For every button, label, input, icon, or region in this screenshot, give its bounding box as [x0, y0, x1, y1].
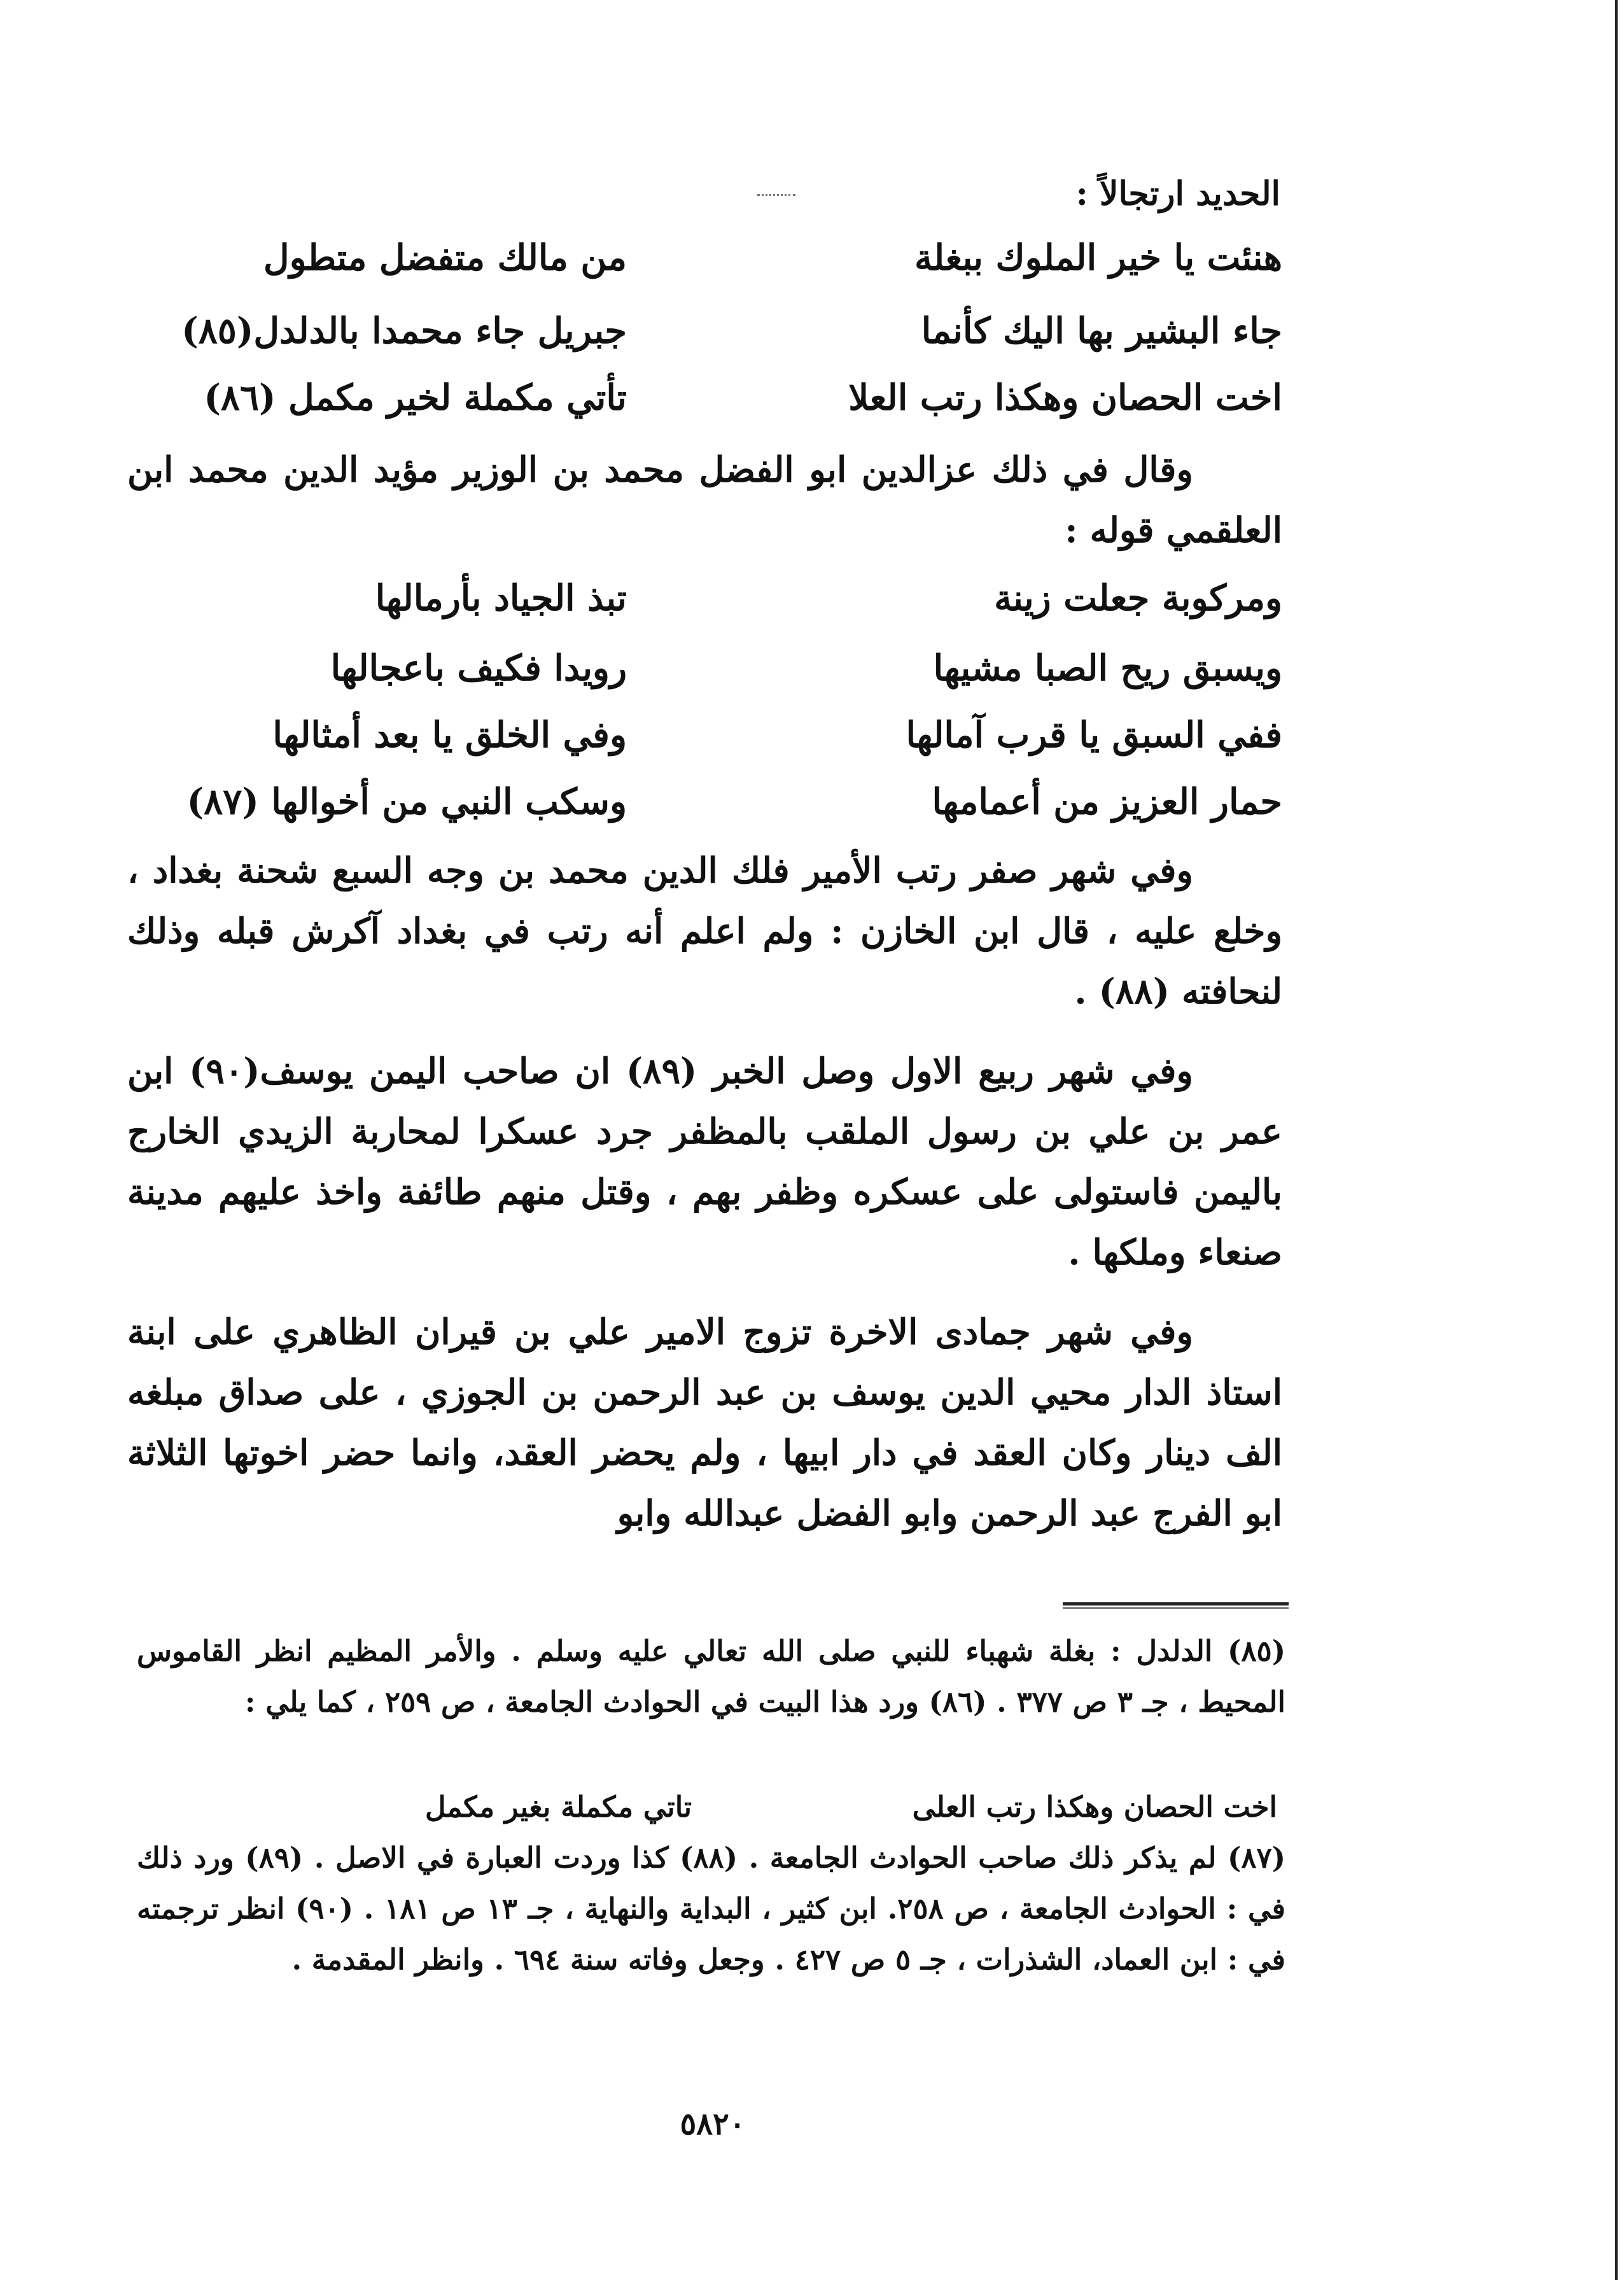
verse-hemistich-first: هنئت يا خير الملوك ببغلة	[914, 237, 1282, 279]
page-number: ٥٨٢٠	[680, 2106, 746, 2142]
verse-line	[130, 706, 1282, 764]
section-heading: الحديد ارتجالاً :	[1075, 174, 1280, 213]
verse-hemistich-second: جبريل جاء محمدا بالدلدل(٨٥)	[181, 310, 627, 352]
verse-hemistich-second: تبذ الجياد بأرمالها	[375, 577, 627, 619]
verse-hemistich-first: اخت الحصان وهكذا رتب العلا	[848, 377, 1282, 419]
verse-line	[130, 229, 1282, 286]
verse-hemistich-first: اخت الحصان وهكذا رتب العلى	[912, 1790, 1277, 1824]
verse-hemistich-first: حمار العزيز من أعمامها	[932, 781, 1282, 823]
verse-hemistich-second: وسكب النبي من أخوالها (٨٧)	[186, 781, 627, 823]
paragraph: وقال في ذلك عزالدين ابو الفضل محمد بن الوزير مؤيد الدين محمد ابن العلقمي قوله :	[127, 449, 1282, 550]
verse-line	[130, 773, 1282, 830]
verse-hemistich-first: ومركوبة جعلت زينة	[994, 577, 1282, 619]
verse-line	[130, 640, 1282, 697]
footnote-block: (٨٧) لم يذكر ذلك صاحب الحوادث الجامعة . (٨٨) كذا وردت العبارة في الاصل . (٨٩) ورد ذلك في : الحوادث الجامعة ، ص ٢٥٨. ابن كثير ، البداية والنهاية ، جـ ١٣ ص ١٨١ . (٩٠) انظر ترجمته في : ابن العماد، الشذرات ، جـ ٥ ص ٤٢٧ . وجعل وفاته سنة ٦٩٤ . وانظر المقدمة .	[137, 1841, 1285, 1976]
verse-line	[130, 369, 1282, 426]
verse-hemistich-second: رويدا فكيف باعجالها	[330, 647, 627, 689]
footnote-separator-thin	[1063, 1607, 1289, 1609]
verse-hemistich-first: جاء البشير بها اليك كأنما	[921, 310, 1282, 352]
footnote-block: (٨٥) الدلدل : بغلة شهباء للنبي صلى الله تعالي عليه وسلم . والأمر المظيم انظر القاموس المحيط ، جـ ٣ ص ٣٧٧ . (٨٦) ورد هذا البيت في الحوادث الجامعة ، ص ٢٥٩ ، كما يلي :	[137, 1634, 1285, 1719]
verse-line	[130, 302, 1282, 360]
verse-hemistich-first: ففي السبق يا قرب آمالها	[906, 714, 1282, 756]
footnote-verse	[195, 1782, 1277, 1833]
scan-speck	[757, 194, 795, 200]
verse-hemistich-first: ويسبق ريح الصبا مشيها	[933, 647, 1282, 689]
verse-line	[130, 570, 1282, 627]
paragraph: وفي شهر جمادى الاخرة تزوج الامير علي بن قيران الظاهري على ابنة استاذ الدار محيي الدين يوسف بن عبد الرحمن بن الجوزي ، على صداق مبلغه الف دينار وكان العقد في دار ابيها ، ولم يحضر العقد، وانما حضر اخوتها الثلاثة ابو الفرج عبد الرحمن وابو الفضل عبدالله وابو	[127, 1311, 1282, 1534]
footnote-separator	[1063, 1602, 1289, 1605]
verse-hemistich-second: تأتي مكملة لخير مكمل (٨٦)	[204, 377, 627, 419]
verse-hemistich-second: وفي الخلق يا بعد أمثالها	[272, 714, 627, 756]
paragraph: وفي شهر صفر رتب الأمير فلك الدين محمد بن وجه السبع شحنة بغداد ، وخلع عليه ، قال ابن الخازن : ولم اعلم أنه رتب في بغداد آكرش قبله وذلك لنحافته (٨٨) .	[127, 850, 1282, 1012]
paragraph: وفي شهر ربيع الاول وصل الخبر (٨٩) ان صاحب اليمن يوسف(٩٠) ابن عمر بن علي بن رسول الملقب بالمظفر جرد عسكرا لمحاربة الزيدي الخارج باليمن فاستولى على عسكره وظفر بهم ، وقتل منهم طائفة واخذ عليهم مدينة صنعاء وملكها .	[127, 1050, 1282, 1273]
scan-edge-line	[1615, 0, 1618, 2280]
verse-hemistich-second: من مالك متفضل متطول	[263, 237, 627, 279]
verse-hemistich-second: تاتي مكملة بغير مكمل	[425, 1790, 692, 1824]
